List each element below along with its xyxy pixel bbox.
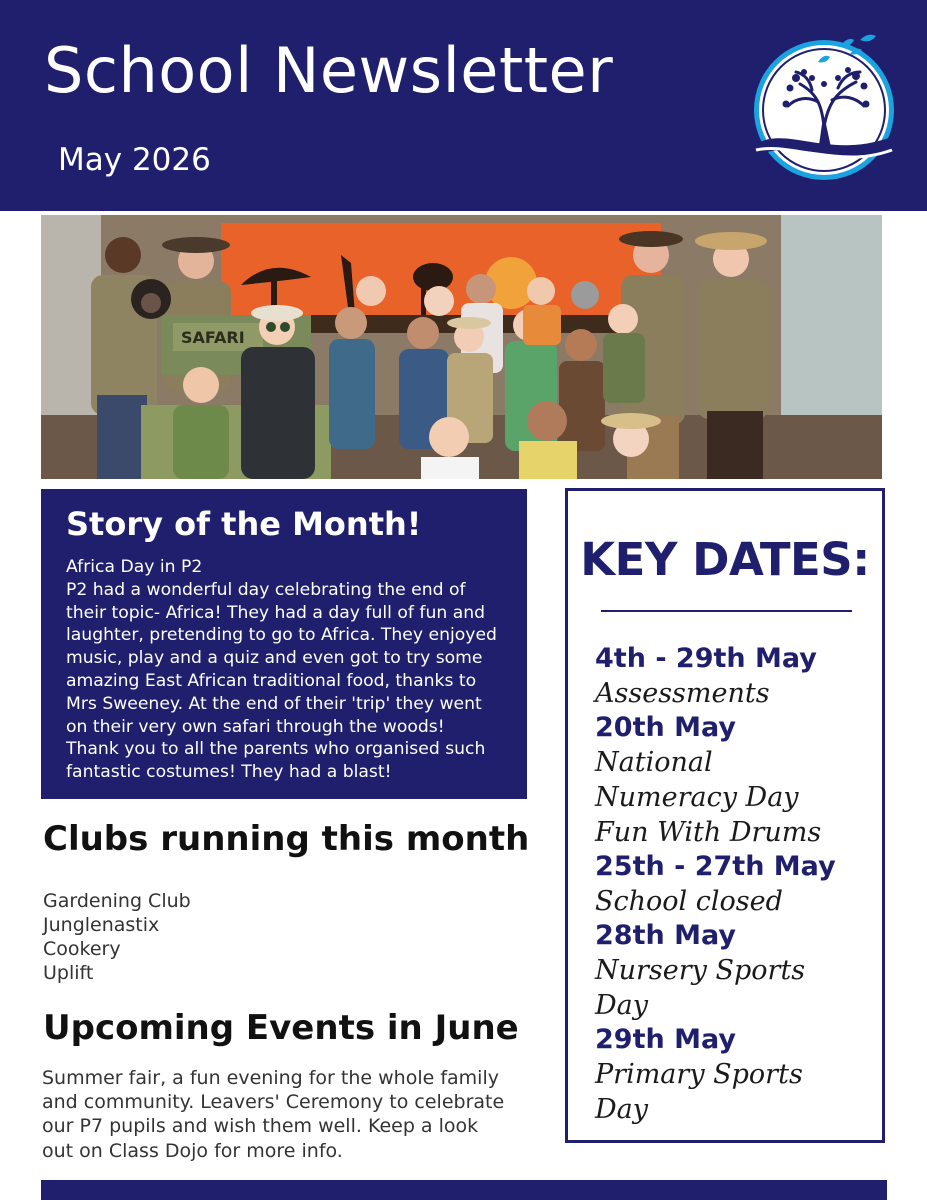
key-date-description: National (595, 747, 713, 778)
key-date: 20th May (595, 712, 736, 743)
list-item: Cookery (43, 938, 121, 960)
key-date-description: Day (595, 1094, 648, 1125)
key-dates-heading: KEY DATES: (580, 533, 870, 586)
story-of-the-month (41, 489, 527, 799)
events-text: Summer fair, a fun evening for the whole family and community. Leavers' Ceremony to celebrate our P7 pupils and wish them well. Keep a look out on Class Dojo for more info. (42, 1067, 505, 1162)
key-date: 28th May (595, 920, 736, 951)
key-date-description: School closed (595, 886, 783, 917)
key-dates-divider (601, 610, 852, 612)
clubs-list (43, 889, 191, 985)
key-date-description: Nursery Sports (595, 955, 806, 986)
issue-date: May 2026 (58, 142, 211, 178)
header-banner (0, 0, 927, 211)
safari-sign-text: SAFARI (181, 328, 245, 347)
key-date-description: Day (595, 990, 648, 1021)
key-date: 29th May (595, 1024, 736, 1055)
story-subtitle: Africa Day in P2 (66, 557, 203, 577)
key-dates-list (595, 642, 880, 1127)
clubs-heading: Clubs running this month (43, 819, 530, 859)
key-date-description: Fun With Drums (595, 817, 822, 848)
class-photo (41, 215, 882, 479)
school-logo-tree-icon (752, 32, 898, 182)
class-photo-illustration (41, 215, 882, 479)
key-date-description: Primary Sports (595, 1059, 803, 1090)
newsletter-title: School Newsletter (44, 34, 614, 107)
key-date-description: Assessments (595, 678, 770, 709)
key-date: 4th - 29th May (595, 643, 817, 674)
list-item: Uplift (43, 962, 94, 984)
story-body: P2 had a wonderful day celebrating the end of their topic- Africa! They had a day full of fun and laughter, pretending to go to Africa. They enjoyed music, play and a quiz and even got to try some amazing East African traditional food, thanks to Mrs Sweeney. At the end of their 'trip' they went on their very own safari through the woods! Thank you to all the parents who organised such fantastic costumes! They had a blast! (66, 579, 497, 783)
story-heading: Story of the Month! (66, 505, 422, 543)
key-dates-panel (565, 488, 885, 1143)
events-heading: Upcoming Events in June (43, 1008, 519, 1048)
list-item: Junglenastix (43, 914, 160, 936)
key-date: 25th - 27th May (595, 851, 836, 882)
key-date-description: Numeracy Day (595, 782, 799, 813)
list-item: Gardening Club (43, 890, 191, 912)
footer-bar (41, 1180, 887, 1200)
